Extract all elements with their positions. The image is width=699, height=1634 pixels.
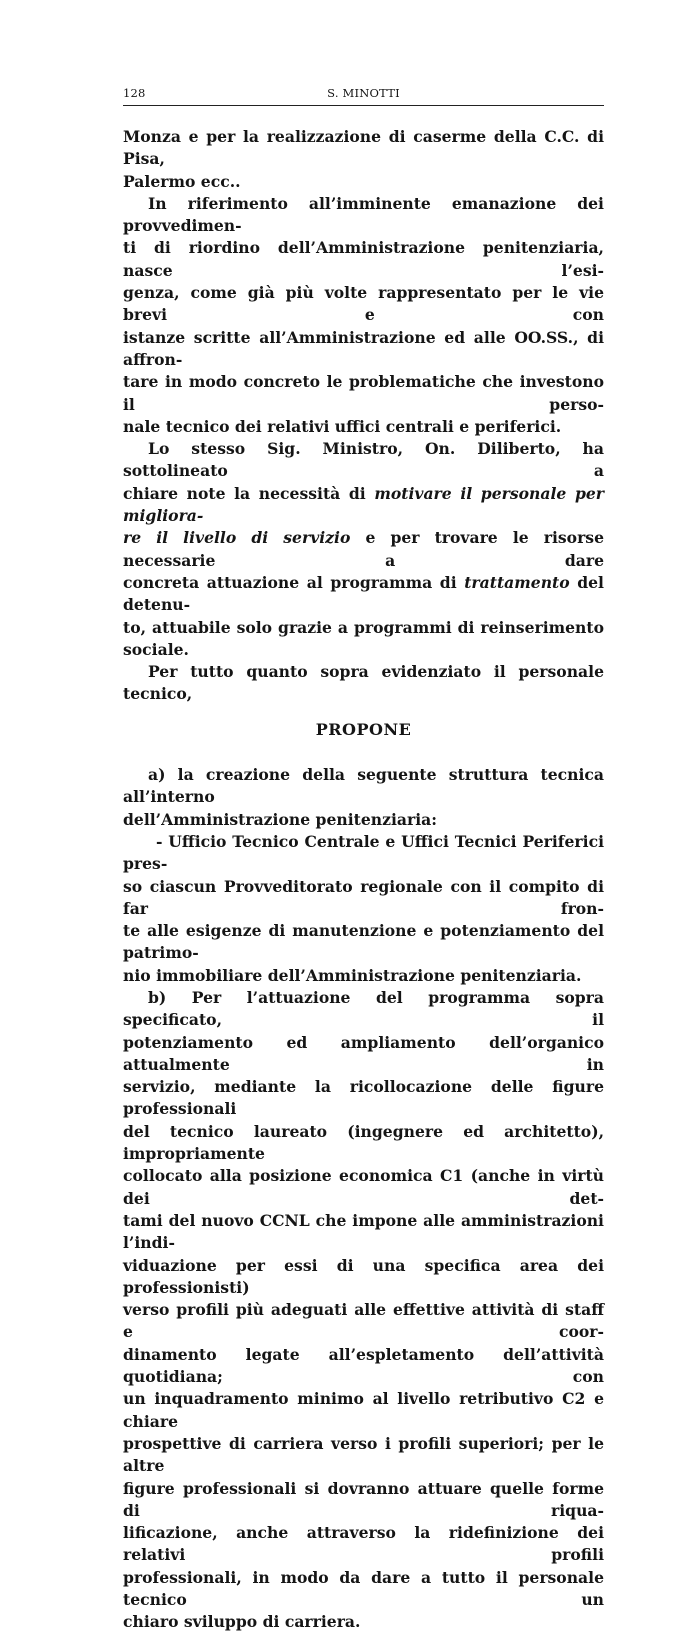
text-line: - Ufficio Tecnico Centrale e Uffici Tecnici Periferici pres-: [123, 831, 604, 874]
paragraph-4: [123, 661, 604, 706]
text-line: [123, 527, 604, 572]
item-b: [123, 987, 604, 1634]
text-line: [123, 572, 604, 617]
text-line: b) Per l’attuazione del programma sopra specificato, il: [123, 987, 604, 1030]
running-head-author: S. MINOTTI: [327, 86, 400, 100]
text-line: Monza e per la realizzazione di caserme della C.C. di Pisa,: [123, 127, 604, 169]
text-line: [123, 483, 604, 528]
text-line: to, attuabile solo grazie a programmi di reinserimento sociale.: [123, 617, 604, 659]
text-line: Lo stesso Sig. Ministro, On. Diliberto, ha sottolineato a: [123, 439, 604, 481]
text-run: del detenu-: [123, 572, 604, 615]
text-line: tami del nuovo CCNL che impone alle amministrazioni l’indi-: [123, 1210, 604, 1253]
text-line: professionali, in modo da dare a tutto il personale tecnico un: [123, 1567, 604, 1609]
text-line: tare in modo concreto le problematiche che investono il perso-: [123, 372, 604, 414]
emphasis: motivare il personale per migliora-: [123, 483, 604, 526]
text-line: servizio, mediante la ricollocazione delle figure professionali: [123, 1077, 604, 1119]
body-text: [123, 126, 604, 1634]
text-line: ti di riordino dell’Amministrazione penitenziaria, nasce l’esi-: [123, 238, 604, 280]
text-run: concreta attuazione al programma di: [123, 572, 465, 592]
text-line: istanze scritte all’Amministrazione ed alle OO.SS., di affron-: [123, 327, 604, 369]
item-a: [123, 764, 604, 831]
running-head: [123, 86, 604, 106]
text-line: viduazione per essi di una specifica area dei professionisti): [123, 1255, 604, 1297]
section-heading: PROPONE: [315, 719, 412, 739]
text-line: te alle esigenze di manutenzione e potenziamento del patrimo-: [123, 921, 604, 963]
paragraph-1: [123, 126, 604, 193]
text-line: del tecnico laureato (ingegnere ed architetto), impropriamente: [123, 1121, 604, 1164]
text-line: chiaro sviluppo di carriera.: [123, 1612, 361, 1632]
text-line: Palermo ecc..: [123, 171, 241, 191]
text-line: nio immobiliare dell’Amministrazione penitenziaria.: [123, 965, 582, 985]
text-line: a) la creazione della seguente struttura tecnica all’interno: [123, 765, 604, 807]
text-line: genza, come già più volte rappresentato per le vie brevi e con: [123, 283, 604, 325]
document-page: [123, 86, 604, 1634]
page-number: 128: [123, 86, 146, 100]
text-line: potenziamento ed ampliamento dell’organico attualmente in: [123, 1032, 604, 1074]
text-line: Per tutto quanto sopra evidenziato il personale tecnico,: [123, 662, 604, 704]
text-line: verso profili più adeguati alle effettive attività di staff e coor-: [123, 1300, 604, 1342]
paragraph-2: [123, 193, 604, 438]
text-line: dinamento legate all’espletamento dell’attività quotidiana; con: [123, 1344, 604, 1387]
text-line: lificazione, anche attraverso la ridefinizione dei relativi profili: [123, 1523, 604, 1565]
text-line: prospettive di carriera verso i profili superiori; per le altre: [123, 1433, 604, 1476]
text-line: nale tecnico dei relativi uffici centrali e periferici.: [123, 416, 562, 436]
text-line: figure professionali si dovranno attuare quelle forme di riqua-: [123, 1478, 604, 1520]
text-run: chiare note la necessità di: [123, 483, 375, 503]
text-line: In riferimento all’imminente emanazione dei provvedimen-: [123, 193, 604, 236]
text-line: un inquadramento minimo al livello retributivo C2 e chiare: [123, 1389, 604, 1431]
text-line: so ciascun Provveditorato regionale con il compito di far fron-: [123, 876, 604, 918]
item-a-subitem: [123, 831, 604, 987]
text-line: dell’Amministrazione penitenziaria:: [123, 809, 437, 829]
emphasis: re il livello di servizio: [123, 528, 351, 548]
text-run: e per trovare le risorse necessarie a dare: [123, 528, 605, 570]
text-line: collocato alla posizione economica C1 (anche in virtù dei det-: [123, 1166, 604, 1208]
paragraph-3: [123, 438, 604, 661]
emphasis: trattamento: [464, 572, 570, 592]
